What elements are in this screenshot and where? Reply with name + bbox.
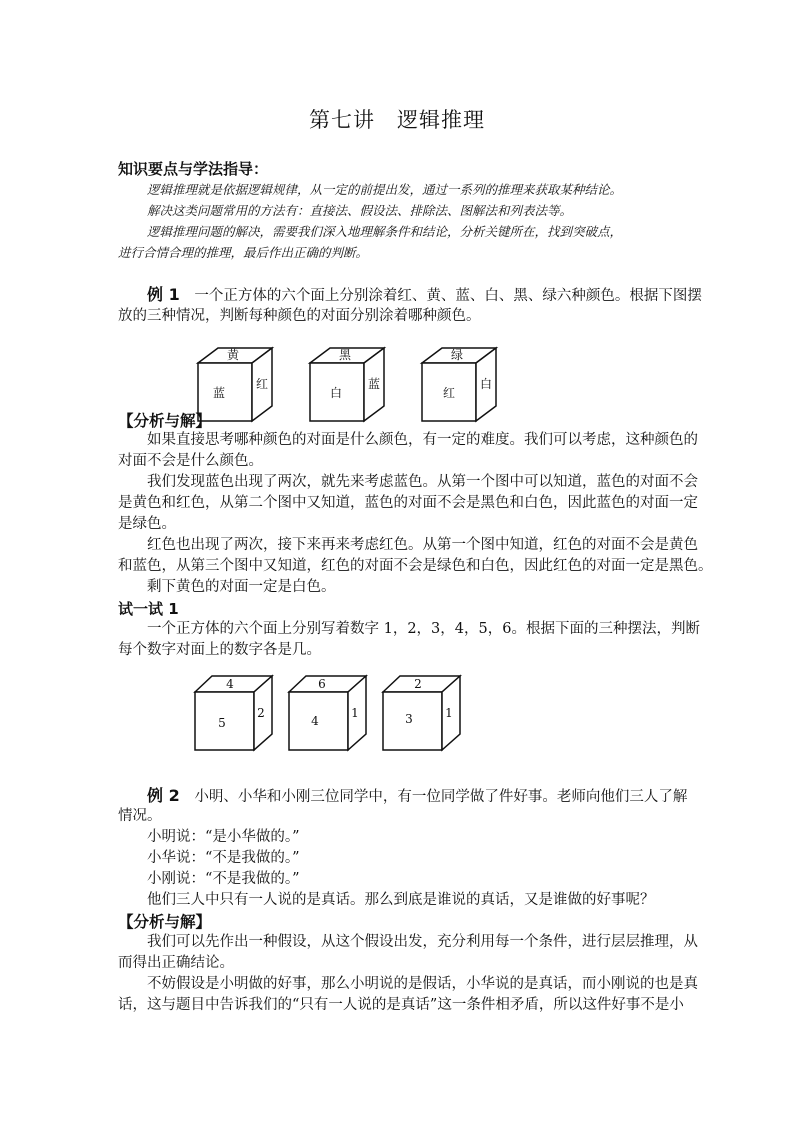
color-cubes-figure — [190, 343, 510, 425]
knowledge-heading: 知识要点与学法指导： — [118, 160, 269, 178]
number-cube-2-top: 6 — [318, 677, 326, 691]
analysis1-line: 和蓝色，从第三个图中又知道，红色的对面不会是绿色和白色，因此红色的对面一定是黑色。 — [118, 558, 713, 574]
cube-1-front-label: 蓝 — [212, 386, 226, 400]
cube-2-front-label: 白 — [329, 386, 343, 400]
analysis1-line: 剩下黄色的对面一定是白色。 — [147, 579, 336, 595]
try1-heading: 试一试 1 — [118, 600, 179, 618]
example2-label: 例 2 — [147, 786, 180, 805]
example2-quote: 小刚说：“不是我做的。” — [147, 871, 300, 887]
number-cube-2-side: 1 — [351, 706, 359, 720]
example2-text: 小明、小华和小刚三位同学中，有一位同学做了件好事。老师向他们三人了解 — [194, 789, 688, 805]
cube-2 — [310, 348, 384, 421]
cube-3-side-label: 白 — [479, 377, 493, 391]
example1-line1 — [147, 284, 702, 307]
number-cube-3-top: 2 — [414, 677, 422, 691]
number-cubes-figure — [190, 674, 480, 754]
example2-question: 他们三人中只有一人说的是真话。那么到底是谁说的真话，又是谁做的好事呢？ — [147, 892, 655, 908]
knowledge-line: 逻辑推理就是依据逻辑规律，从一定的前提出发，通过一系列的推理来获取某种结论。 — [147, 182, 623, 197]
cube-3 — [422, 348, 496, 421]
cube-1-side-label: 红 — [255, 377, 269, 391]
cube-2-side-label: 蓝 — [367, 377, 381, 391]
number-cube-1-top: 4 — [226, 677, 234, 691]
example1-label: 例 1 — [147, 285, 180, 304]
number-cube-3 — [383, 676, 460, 750]
number-cube-1-front: 5 — [218, 716, 226, 730]
try1-line1: 一个正方体的六个面上分别写着数字 1，2，3，4，5，6。根据下面的三种摆法，判断 — [147, 621, 700, 637]
try1-line2: 每个数字对面上的数字各是几。 — [118, 642, 321, 658]
cube-3-top-label: 绿 — [450, 348, 464, 362]
number-cube-1 — [195, 676, 272, 750]
page-title: 第七讲 逻辑推理 — [309, 108, 485, 132]
example2-line2: 情况。 — [118, 808, 162, 824]
knowledge-line: 解决这类问题常用的方法有：直接法、假设法、排除法、图解法和列表法等。 — [147, 203, 573, 218]
number-cube-1-side: 2 — [257, 706, 265, 720]
knowledge-line: 进行合情合理的推理，最后作出正确的判断。 — [118, 245, 369, 260]
example1-line2: 放的三种情况，判断每种颜色的对面分别涂着哪种颜色。 — [118, 308, 481, 324]
analysis1-line: 是黄色和红色，从第二个图中又知道，蓝色的对面不会是黑色和白色，因此蓝色的对面一定 — [118, 495, 698, 511]
analysis1-line: 是绿色。 — [118, 516, 176, 532]
number-cube-2 — [289, 676, 366, 750]
number-cube-3-front: 3 — [405, 712, 413, 726]
analysis1-line: 红色也出现了两次，接下来再来考虑红色。从第一个图中知道，红色的对面不会是黄色 — [147, 537, 698, 553]
cube-1-top-label: 黄 — [226, 348, 240, 362]
cube-3-front-label: 红 — [442, 386, 456, 400]
analysis2-heading: 【分析与解】 — [118, 913, 212, 931]
analysis2-line: 我们可以先作出一种假设，从这个假设出发，充分利用每一个条件，进行层层推理，从 — [147, 934, 698, 950]
number-cube-2-front: 4 — [311, 714, 319, 728]
analysis2-line: 而得出正确结论。 — [118, 955, 234, 971]
analysis2-line: 话，这与题目中告诉我们的“只有一人说的是真话”这一条件相矛盾，所以这件好事不是小 — [118, 997, 684, 1013]
analysis1-line: 对面不会是什么颜色。 — [118, 453, 263, 469]
analysis1-heading: 【分析与解】 — [118, 412, 212, 430]
analysis1-line: 我们发现蓝色出现了两次，就先来考虑蓝色。从第一个图中可以知道，蓝色的对面不会 — [147, 474, 698, 490]
analysis1-line: 如果直接思考哪种颜色的对面是什么颜色，有一定的难度。我们可以考虑，这种颜色的 — [147, 432, 698, 448]
number-cube-3-side: 1 — [445, 706, 453, 720]
analysis2-line: 不妨假设是小明做的好事，那么小明说的是假话，小华说的是真话，而小刚说的也是真 — [147, 976, 698, 992]
example2-line1 — [147, 785, 687, 808]
example2-quote: 小华说：“不是我做的。” — [147, 850, 300, 866]
example1-text: 一个正方体的六个面上分别涂着红、黄、蓝、白、黑、绿六种颜色。根据下图摆 — [194, 288, 702, 304]
cube-2-top-label: 黑 — [338, 348, 352, 362]
example2-quote: 小明说：“是小华做的。” — [147, 829, 300, 845]
knowledge-line: 逻辑推理问题的解决，需要我们深入地理解条件和结论，分析关键所在，找到突破点， — [147, 224, 623, 239]
